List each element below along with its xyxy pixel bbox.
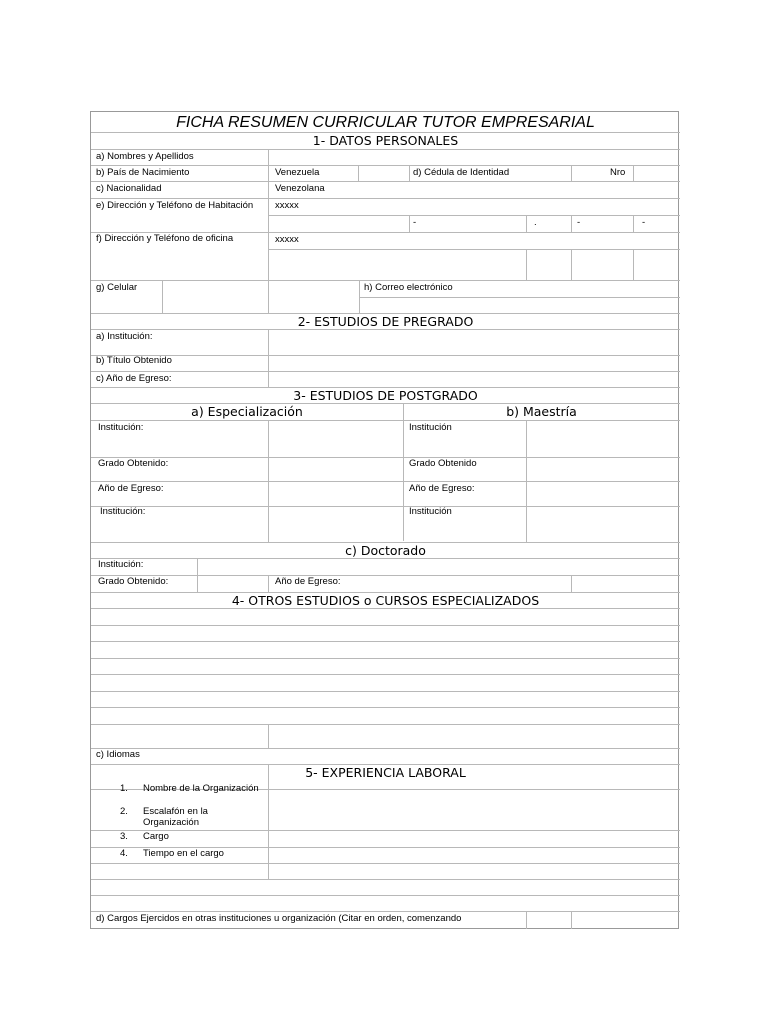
form-title: FICHA RESUMEN CURRICULAR TUTOR EMPRESARIAL: [176, 114, 595, 131]
tiempo-cargo-label: Tiempo en el cargo: [143, 848, 224, 859]
doctorado-heading: c) Doctorado: [345, 543, 426, 558]
doc-institucion-label: Institución:: [98, 559, 144, 570]
esp-egreso-label: Año de Egreso:: [98, 483, 164, 494]
pregrado-titulo-label: b) Título Obtenido: [96, 355, 172, 366]
cedula-label: d) Cédula de Identidad: [413, 167, 510, 178]
esp-institucion-label: Institución:: [98, 422, 144, 433]
especializacion-heading: a) Especialización: [191, 404, 303, 419]
item-number: 4.: [120, 848, 128, 859]
section-datos-personales: 1- DATOS PERSONALES: [312, 133, 459, 148]
esp-institucion2-label: Institución:: [100, 506, 146, 517]
section-postgrado: 3- ESTUDIOS DE POSTGRADO: [293, 388, 478, 403]
pais-label: b) País de Nacimiento: [96, 167, 190, 178]
direccion-oficina-value[interactable]: xxxxx: [275, 234, 299, 245]
item-number: 3.: [120, 831, 128, 842]
phone-dash: -: [642, 217, 646, 228]
celular-field[interactable]: [163, 281, 267, 313]
phone-dot: .: [534, 217, 537, 228]
section-experiencia: 5- EXPERIENCIA LABORAL: [305, 765, 466, 780]
mae-egreso-label: Año de Egreso:: [409, 483, 475, 494]
section-otros-estudios: 4- OTROS ESTUDIOS o CURSOS ESPECIALIZADOS: [231, 593, 540, 608]
pregrado-institucion-label: a) Institución:: [96, 331, 153, 342]
escalafon-label: Escalafón en la Organización: [143, 806, 208, 828]
doc-egreso-label: Año de Egreso:: [275, 576, 341, 587]
section-pregrado: 2- ESTUDIOS DE PREGRADO: [297, 314, 474, 329]
direccion-habitacion-label: e) Dirección y Teléfono de Habitación: [96, 200, 254, 211]
nombres-field[interactable]: [269, 150, 679, 165]
nombres-label: a) Nombres y Apellidos: [96, 151, 194, 162]
idiomas-label: c) Idiomas: [96, 749, 140, 760]
phone-dash: -: [577, 217, 581, 228]
nro-label: Nro: [610, 167, 626, 178]
correo-field[interactable]: [360, 298, 679, 313]
cargos-ejercidos-label: d) Cargos Ejercidos en otras instituciones u organización (Citar en orden, comenzando: [96, 913, 462, 924]
pais-value[interactable]: Venezuela: [275, 167, 320, 178]
esp-grado-label: Grado Obtenido:: [98, 458, 169, 469]
curriculum-form: [90, 111, 679, 929]
pregrado-egreso-label: c) Año de Egreso:: [96, 373, 172, 384]
phone-dash: -: [413, 217, 417, 228]
organizacion-label: Nombre de la Organización: [143, 783, 259, 794]
mae-grado-label: Grado Obtenido: [409, 458, 477, 469]
nacionalidad-value[interactable]: Venezolana: [275, 183, 325, 194]
maestria-heading: b) Maestría: [506, 404, 577, 419]
cargo-label: Cargo: [143, 831, 169, 842]
celular-label: g) Celular: [96, 282, 138, 293]
item-number: 2.: [120, 806, 128, 817]
item-number: 1.: [120, 783, 128, 794]
correo-label: h) Correo electrónico: [364, 282, 453, 293]
direccion-oficina-label: f) Dirección y Teléfono de oficina: [96, 233, 234, 244]
mae-institucion2-label: Institución: [409, 506, 452, 517]
direccion-habitacion-value[interactable]: xxxxx: [275, 200, 299, 211]
mae-institucion-label: Institución: [409, 422, 452, 433]
nacionalidad-label: c) Nacionalidad: [96, 183, 162, 194]
doc-grado-label: Grado Obtenido:: [98, 576, 169, 587]
cedula-field[interactable]: [634, 166, 679, 181]
